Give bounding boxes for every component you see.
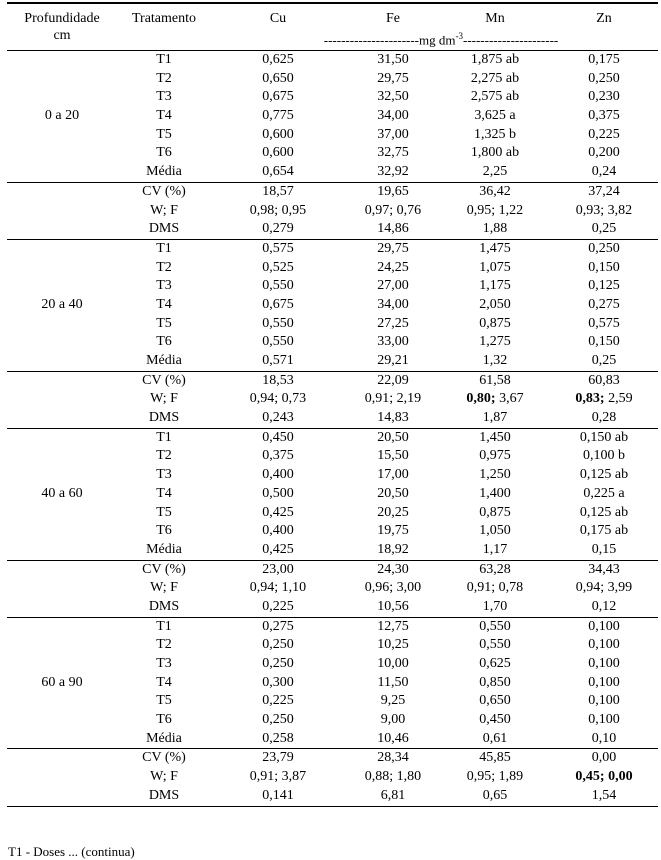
cu-cell: 18,53 (262, 372, 294, 388)
cu-cell: 0,98; 0,95 (249, 202, 307, 218)
zn-cell: 0,100 (588, 674, 620, 690)
mn-cell: 1,275 (479, 334, 511, 350)
unit-right: ---------------------- (462, 32, 559, 48)
fe-cell: 24,30 (377, 561, 409, 577)
fe-cell: 10,56 (377, 598, 409, 614)
stats-row (7, 749, 658, 768)
treatment-section (7, 429, 658, 561)
mn-cell: 0,450 (479, 712, 511, 728)
cu-cell: 23,79 (262, 750, 294, 766)
depth-label: 20 a 40 (41, 297, 83, 313)
fe-cell: 22,09 (377, 372, 409, 388)
fe-cell: 28,34 (377, 750, 409, 766)
cu-cell: 0,225 (262, 598, 294, 614)
table-row (7, 541, 658, 560)
unit-superscript: -3 (455, 31, 463, 41)
cu-cell: 0,91; 3,87 (249, 769, 307, 785)
mn-w-value: 0,91; 0,78 (466, 580, 524, 596)
table-row (7, 296, 658, 315)
fe-cell: 14,83 (377, 410, 409, 426)
zn-cell: 0,10 (591, 730, 617, 746)
cu-cell: 0,600 (262, 126, 294, 142)
stats-section (7, 372, 658, 429)
treatment-cell: T3 (156, 89, 172, 105)
zn-cell: 0,150 ab (579, 429, 629, 445)
cu-cell: 0,250 (262, 712, 294, 728)
mn-cell: 1,250 (479, 467, 511, 483)
fe-cell: 9,00 (380, 712, 406, 728)
fe-cell: 10,25 (377, 637, 409, 653)
mn-cell: 63,28 (479, 561, 511, 577)
footnote: T1 - Doses ... (continua) (8, 844, 135, 859)
zn-header: Zn (596, 11, 612, 26)
fe-cell: 27,25 (377, 315, 409, 331)
fe-cell: 24,25 (377, 259, 409, 275)
fe-cell: 9,25 (380, 693, 406, 709)
zn-cell: 0,375 (588, 108, 620, 124)
fe-cell: 10,00 (377, 656, 409, 671)
treatment-cell: T5 (156, 315, 172, 331)
mn-cell: 1,475 (479, 240, 511, 256)
mn-cell: 61,58 (479, 372, 511, 388)
mn-cell: 45,85 (479, 750, 511, 766)
stat-label: CV (%) (142, 372, 186, 388)
stat-label: DMS (148, 598, 180, 614)
zn-cell: 0,250 (588, 240, 620, 256)
cu-cell: 18,57 (262, 183, 294, 199)
mn-cell: 0,975 (479, 448, 511, 464)
stats-row (7, 787, 658, 806)
mn-cell (445, 579, 545, 598)
treatment-cell: T4 (156, 296, 172, 312)
fe-cell: 0,96; 3,00 (364, 580, 422, 596)
fe-cell: 14,86 (377, 221, 409, 237)
stats-section (7, 183, 658, 240)
cu-cell: 0,425 (262, 504, 294, 520)
zn-cell: 1,54 (591, 787, 617, 803)
cu-cell: 0,654 (262, 164, 294, 180)
zn-f-value: 2,59 (604, 391, 633, 407)
mn-cell: 1,050 (479, 523, 511, 539)
fe-cell: 20,25 (377, 504, 409, 520)
fe-cell: 33,00 (377, 334, 409, 350)
mn-cell: 0,65 (482, 787, 508, 803)
cu-cell: 0,94; 1,10 (249, 580, 307, 596)
table-row (7, 711, 658, 730)
zn-cell: 0,125 (588, 278, 620, 294)
table-row (7, 315, 658, 334)
mn-f-value: 3,67 (495, 391, 524, 407)
stats-row (7, 768, 658, 787)
unit-header (228, 28, 654, 48)
cu-cell: 0,625 (262, 52, 294, 67)
treatment-cell: T2 (156, 259, 172, 275)
mn-cell (445, 768, 545, 787)
cu-cell: 0,400 (262, 523, 294, 539)
stat-label: CV (%) (142, 183, 186, 199)
fe-cell: 32,75 (377, 145, 409, 161)
mn-cell: 3,625 a (474, 108, 516, 124)
table-body (7, 51, 658, 807)
depth-header-line2: cm (53, 28, 71, 43)
stats-row (7, 183, 658, 202)
zn-cell: 0,100 (588, 712, 620, 728)
zn-cell (554, 579, 654, 598)
cu-cell: 0,279 (262, 221, 294, 237)
cu-cell: 0,571 (262, 353, 294, 368)
mn-cell: 0,625 (479, 656, 511, 671)
table-row (7, 466, 658, 485)
cu-cell: 0,400 (262, 467, 294, 483)
zn-cell: 0,225 a (583, 485, 625, 501)
zn-cell: 0,275 (588, 296, 620, 312)
stats-section (7, 561, 658, 618)
table-row (7, 655, 658, 674)
mn-cell: 1,87 (482, 410, 508, 426)
fe-cell: 12,75 (377, 618, 409, 634)
cu-cell: 0,275 (262, 618, 294, 634)
cu-cell: 0,775 (262, 108, 294, 124)
table-row (7, 692, 658, 711)
mn-cell: 36,42 (479, 183, 511, 199)
treatment-cell: T6 (156, 712, 172, 728)
depth-label: 0 a 20 (44, 108, 80, 124)
zn-cell: 0,28 (591, 410, 617, 426)
fe-cell: 34,00 (377, 296, 409, 312)
mn-cell: 2,575 ab (470, 89, 520, 105)
treatment-cell: Média (146, 353, 182, 368)
table-row (7, 447, 658, 466)
fe-cell: 19,65 (377, 183, 409, 199)
stat-label: W; F (150, 202, 178, 218)
zn-cell: 0,225 (588, 126, 620, 142)
table-header (7, 2, 658, 51)
mn-cell (445, 202, 545, 221)
treatment-cell: Média (146, 730, 182, 746)
fe-cell: 20,50 (377, 485, 409, 501)
mn-cell: 1,17 (482, 541, 508, 557)
cu-cell: 0,600 (262, 145, 294, 161)
fe-cell: 29,21 (377, 353, 409, 368)
zn-cell: 0,00 (591, 750, 617, 766)
depth-label: 40 a 60 (41, 486, 83, 502)
stat-label: CV (%) (142, 561, 186, 577)
stats-row (7, 390, 658, 409)
zn-cell: 60,83 (588, 372, 620, 388)
table-row (7, 504, 658, 523)
cu-cell: 0,141 (262, 787, 294, 803)
treatment-cell: T2 (156, 637, 172, 653)
cu-cell: 0,250 (262, 656, 294, 671)
cu-cell: 23,00 (262, 561, 294, 577)
mn-header: Mn (485, 11, 505, 26)
stat-label: DMS (148, 787, 180, 803)
treatment-cell: T3 (156, 656, 172, 671)
mn-cell: 1,800 ab (470, 145, 520, 161)
fe-cell: 20,50 (377, 429, 409, 445)
treatment-cell: T6 (156, 334, 172, 350)
zn-cell: 0,200 (588, 145, 620, 161)
treatment-cell: T5 (156, 504, 172, 520)
treatment-cell: T6 (156, 523, 172, 539)
zn-cell: 0,230 (588, 89, 620, 105)
cu-cell: 0,675 (262, 296, 294, 312)
stats-row (7, 372, 658, 391)
cu-cell: 0,243 (262, 410, 294, 426)
fe-cell: 27,00 (377, 278, 409, 294)
fe-cell: 18,92 (377, 541, 409, 557)
mn-cell: 1,70 (482, 598, 508, 614)
cu-cell: 0,500 (262, 485, 294, 501)
treatment-cell: T1 (156, 52, 172, 67)
depth-label: 60 a 90 (41, 675, 83, 691)
mn-cell: 0,850 (479, 674, 511, 690)
stat-label: CV (%) (142, 750, 186, 766)
treatment-cell: T5 (156, 126, 172, 142)
stats-row (7, 409, 658, 428)
table-row (7, 333, 658, 352)
fe-cell: 37,00 (377, 126, 409, 142)
fe-cell: 34,00 (377, 108, 409, 124)
treatment-header: Tratamento (131, 11, 197, 26)
treatment-cell: T1 (156, 429, 172, 445)
table-row (7, 277, 658, 296)
table-row (7, 618, 658, 637)
fe-cell: 0,88; 1,80 (364, 769, 422, 785)
table-row (7, 429, 658, 448)
mn-w-value: 0,95; 1,89 (466, 769, 524, 785)
zn-cell: 0,15 (591, 541, 617, 557)
fe-cell: 0,91; 2,19 (364, 391, 422, 407)
fe-cell: 6,81 (380, 787, 406, 803)
zn-w-value: 0,94; 3,99 (575, 580, 633, 596)
treatment-cell: T5 (156, 693, 172, 709)
stats-row (7, 202, 658, 221)
zn-cell: 0,250 (588, 70, 620, 86)
cu-cell: 0,450 (262, 429, 294, 445)
mn-cell: 0,875 (479, 504, 511, 520)
fe-cell: 32,50 (377, 89, 409, 105)
fe-cell: 15,50 (377, 448, 409, 464)
zn-cell: 37,24 (588, 183, 620, 199)
mn-cell: 0,875 (479, 315, 511, 331)
fe-cell: 17,00 (377, 467, 409, 483)
table-row (7, 107, 658, 126)
stat-label: DMS (148, 221, 180, 237)
table-row (7, 522, 658, 541)
fe-cell: 11,50 (377, 674, 409, 690)
treatment-cell: T1 (156, 618, 172, 634)
mn-cell: 2,25 (482, 164, 508, 180)
treatment-cell: T3 (156, 467, 172, 483)
depth-header-line1: Profundidade (24, 11, 100, 26)
stat-label: W; F (150, 391, 178, 407)
treatment-section (7, 51, 658, 183)
mn-w-value: 0,80; (466, 391, 496, 407)
zn-w-value: 0,93; 3,82 (575, 202, 633, 218)
cu-header: Cu (269, 11, 287, 26)
zn-cell (554, 202, 654, 221)
table-row (7, 730, 658, 749)
mn-cell: 0,650 (479, 693, 511, 709)
table-row (7, 163, 658, 182)
stat-label: W; F (150, 769, 178, 785)
zn-cell: 0,100 (588, 618, 620, 634)
stat-label: DMS (148, 410, 180, 426)
stats-row (7, 561, 658, 580)
zn-cell: 0,125 ab (579, 504, 629, 520)
mn-cell: 1,450 (479, 429, 511, 445)
stats-row (7, 579, 658, 598)
treatment-cell: T4 (156, 108, 172, 124)
table-row (7, 259, 658, 278)
mn-cell: 1,325 b (474, 126, 516, 142)
treatment-cell: Média (146, 541, 182, 557)
table-row (7, 70, 658, 89)
zn-cell: 0,12 (591, 598, 617, 614)
cu-cell: 0,650 (262, 70, 294, 86)
cu-cell: 0,525 (262, 259, 294, 275)
cu-cell: 0,94; 0,73 (249, 391, 307, 407)
mn-cell: 1,88 (482, 221, 508, 237)
zn-cell (554, 390, 654, 409)
zn-cell: 0,175 ab (579, 523, 629, 539)
table-row (7, 485, 658, 504)
cu-cell: 0,425 (262, 541, 294, 557)
cu-cell: 0,258 (262, 730, 294, 746)
zn-cell: 0,150 (588, 259, 620, 275)
zn-cell: 0,100 (588, 637, 620, 653)
zn-w-value: 0,45; 0,00 (575, 769, 633, 785)
data-table (7, 2, 658, 807)
table-row (7, 51, 658, 70)
cu-cell: 0,550 (262, 334, 294, 350)
treatment-section (7, 618, 658, 750)
zn-cell (554, 768, 654, 787)
cu-cell: 0,550 (262, 278, 294, 294)
mn-cell: 0,550 (479, 637, 511, 653)
table-row (7, 240, 658, 259)
stat-label: W; F (150, 580, 178, 596)
mn-cell: 1,875 ab (470, 52, 520, 67)
fe-cell: 31,50 (377, 52, 409, 67)
mn-w-value: 0,95; 1,22 (466, 202, 524, 218)
cu-cell: 0,225 (262, 693, 294, 709)
mn-cell (445, 390, 545, 409)
mn-cell: 1,175 (479, 278, 511, 294)
fe-cell: 32,92 (377, 164, 409, 180)
cu-cell: 0,250 (262, 637, 294, 653)
depth-header (7, 10, 117, 44)
cu-cell: 0,300 (262, 674, 294, 690)
stats-section (7, 749, 658, 806)
fe-cell: 19,75 (377, 523, 409, 539)
table-row (7, 88, 658, 107)
cu-cell: 0,550 (262, 315, 294, 331)
table-row (7, 126, 658, 145)
fe-cell: 0,97; 0,76 (364, 202, 422, 218)
table-row (7, 352, 658, 371)
stats-row (7, 220, 658, 239)
zn-cell: 0,25 (591, 353, 617, 368)
mn-cell: 0,550 (479, 618, 511, 634)
zn-cell: 0,125 ab (579, 467, 629, 483)
table-row (7, 636, 658, 655)
zn-cell: 0,175 (588, 52, 620, 67)
mn-cell: 2,050 (479, 296, 511, 312)
fe-cell: 10,46 (377, 730, 409, 746)
table-row (7, 674, 658, 693)
zn-cell: 0,100 (588, 656, 620, 671)
treatment-section (7, 240, 658, 372)
treatment-cell: T2 (156, 70, 172, 86)
treatment-cell: T2 (156, 448, 172, 464)
mn-cell: 1,32 (482, 353, 508, 368)
fe-cell: 29,75 (377, 240, 409, 256)
mn-cell: 0,61 (482, 730, 508, 746)
treatment-cell: T3 (156, 278, 172, 294)
stats-row (7, 598, 658, 617)
zn-cell: 0,150 (588, 334, 620, 350)
fe-header: Fe (386, 11, 400, 26)
zn-cell: 0,100 b (583, 448, 625, 464)
mn-cell: 2,275 ab (470, 70, 520, 86)
cu-cell: 0,575 (262, 240, 294, 256)
mn-cell: 1,075 (479, 259, 511, 275)
treatment-cell: Média (146, 164, 182, 180)
table-row (7, 144, 658, 163)
zn-w-value: 0,83; (575, 391, 605, 407)
treatment-cell: T4 (156, 485, 172, 501)
zn-cell: 0,100 (588, 693, 620, 709)
zn-cell: 0,24 (591, 164, 617, 180)
mn-cell: 1,400 (479, 485, 511, 501)
treatment-cell: T6 (156, 145, 172, 161)
treatment-cell: T1 (156, 240, 172, 256)
zn-cell: 34,43 (588, 561, 620, 577)
treatment-cell: T4 (156, 674, 172, 690)
cu-cell: 0,675 (262, 89, 294, 105)
zn-cell: 0,25 (591, 221, 617, 237)
zn-cell: 0,575 (588, 315, 620, 331)
cu-cell: 0,375 (262, 448, 294, 464)
unit-left: ----------------------mg dm (323, 32, 456, 48)
fe-cell: 29,75 (377, 70, 409, 86)
